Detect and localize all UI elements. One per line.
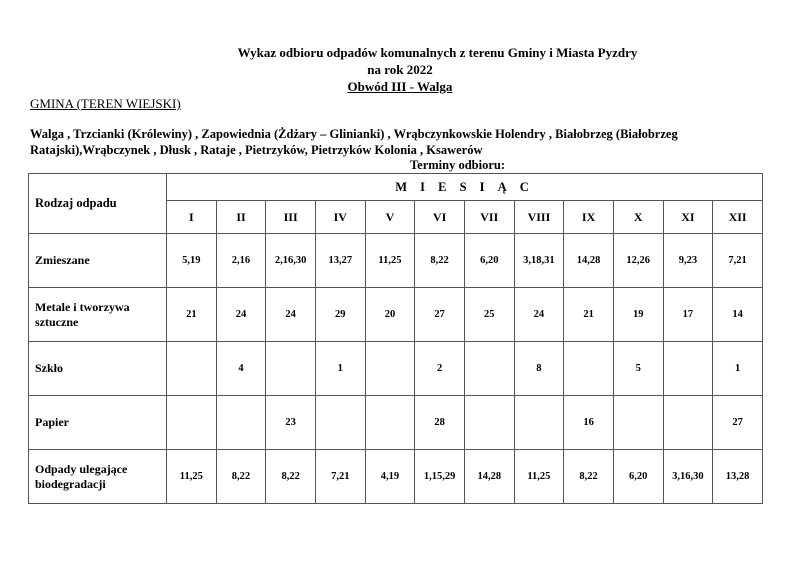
- month-cell: VII: [464, 201, 514, 234]
- pickup-dates-cell: [167, 342, 217, 396]
- table-row: [29, 450, 763, 504]
- table-row: [29, 342, 763, 396]
- pickup-dates-cell: 29: [315, 288, 365, 342]
- pickup-dates-cell: 14,28: [564, 234, 614, 288]
- month-cell: VIII: [514, 201, 564, 234]
- pickup-dates-cell: 5,19: [167, 234, 217, 288]
- pickup-dates-cell: 1,15,29: [415, 450, 465, 504]
- pickup-dates-cell: 3,18,31: [514, 234, 564, 288]
- month-cell: XII: [713, 201, 763, 234]
- pickup-dates-cell: 16: [564, 396, 614, 450]
- waste-type-label: Papier: [29, 396, 167, 450]
- table-row: [29, 396, 763, 450]
- pickup-dates-cell: 4: [216, 342, 266, 396]
- month-cell: I: [167, 201, 217, 234]
- pickup-dates-cell: 11,25: [365, 234, 415, 288]
- table-body: [29, 234, 763, 504]
- month-cell: III: [266, 201, 316, 234]
- pickup-dates-cell: [464, 396, 514, 450]
- month-cell: VI: [415, 201, 465, 234]
- district-title: Obwód III - Walga: [347, 79, 453, 94]
- pickup-dates-cell: 19: [613, 288, 663, 342]
- pickup-dates-cell: 2,16: [216, 234, 266, 288]
- pickup-dates-cell: 24: [216, 288, 266, 342]
- pickup-dates-cell: [514, 396, 564, 450]
- pickup-dates-cell: 7,21: [713, 234, 763, 288]
- month-cell: IX: [564, 201, 614, 234]
- pickup-dates-cell: 25: [464, 288, 514, 342]
- pickup-dates-cell: 21: [564, 288, 614, 342]
- pickup-dates-cell: 8,22: [415, 234, 465, 288]
- pickup-dates-cell: 24: [266, 288, 316, 342]
- pickup-dates-cell: 27: [415, 288, 465, 342]
- pickup-dates-cell: 1: [713, 342, 763, 396]
- pickup-dates-cell: 11,25: [167, 450, 217, 504]
- pickup-dates-cell: 9,23: [663, 234, 713, 288]
- month-cell: V: [365, 201, 415, 234]
- pickup-dates-cell: 7,21: [315, 450, 365, 504]
- pickup-dates-cell: 8: [514, 342, 564, 396]
- pickup-dates-cell: [216, 396, 266, 450]
- pickup-dates-cell: 27: [713, 396, 763, 450]
- waste-type-label: Szkło: [29, 342, 167, 396]
- villages-line-2: Ratajski),Wrąbczynek , Dłusk , Rataje , Pietrzyków, Pietrzyków Kolonia , Ksawerów: [30, 143, 483, 157]
- month-cell: II: [216, 201, 266, 234]
- pickup-dates-cell: 13,27: [315, 234, 365, 288]
- pickup-dates-cell: 6,20: [464, 234, 514, 288]
- pickup-dates-cell: 14,28: [464, 450, 514, 504]
- pickup-dates-cell: 11,25: [514, 450, 564, 504]
- table-row: [29, 234, 763, 288]
- document-title: Wykaz odbioru odpadów komunalnych z terenu Gminy i Miasta Pyzdry: [237, 45, 638, 60]
- collection-schedule-table: [28, 173, 763, 504]
- pickup-dates-cell: [365, 342, 415, 396]
- pickup-dates-cell: 28: [415, 396, 465, 450]
- pickup-dates-cell: 13,28: [713, 450, 763, 504]
- document-year: na rok 2022: [367, 62, 433, 77]
- pickup-dates-cell: 14: [713, 288, 763, 342]
- pickup-dates-cell: 12,26: [613, 234, 663, 288]
- terms-label: Terminy odbioru:: [409, 158, 506, 172]
- pickup-dates-cell: 1: [315, 342, 365, 396]
- month-header: M I E S I Ą C: [167, 174, 763, 201]
- month-cell: X: [613, 201, 663, 234]
- pickup-dates-cell: 24: [514, 288, 564, 342]
- villages-list: [30, 126, 750, 158]
- pickup-dates-cell: [464, 342, 514, 396]
- month-cell: XI: [663, 201, 713, 234]
- pickup-dates-cell: [365, 396, 415, 450]
- pickup-dates-cell: 8,22: [266, 450, 316, 504]
- pickup-dates-cell: 5: [613, 342, 663, 396]
- pickup-dates-cell: 2,16,30: [266, 234, 316, 288]
- pickup-dates-cell: [266, 342, 316, 396]
- month-cell: IV: [315, 201, 365, 234]
- pickup-dates-cell: 4,19: [365, 450, 415, 504]
- pickup-dates-cell: 17: [663, 288, 713, 342]
- pickup-dates-cell: 6,20: [613, 450, 663, 504]
- section-label: GMINA (TEREN WIEJSKI): [30, 96, 181, 111]
- waste-type-label: Zmieszane: [29, 234, 167, 288]
- pickup-dates-cell: 8,22: [216, 450, 266, 504]
- pickup-dates-cell: 23: [266, 396, 316, 450]
- waste-type-label: Metale i tworzywa sztuczne: [29, 288, 167, 342]
- pickup-dates-cell: [167, 396, 217, 450]
- pickup-dates-cell: 20: [365, 288, 415, 342]
- waste-type-label: Odpady ulegające biodegradacji: [29, 450, 167, 504]
- pickup-dates-cell: 2: [415, 342, 465, 396]
- pickup-dates-cell: 21: [167, 288, 217, 342]
- pickup-dates-cell: [613, 396, 663, 450]
- pickup-dates-cell: 8,22: [564, 450, 614, 504]
- table-row: [29, 288, 763, 342]
- pickup-dates-cell: [663, 342, 713, 396]
- pickup-dates-cell: [663, 396, 713, 450]
- pickup-dates-cell: 3,16,30: [663, 450, 713, 504]
- waste-type-header: Rodzaj odpadu: [29, 174, 167, 234]
- villages-line-1: Walga , Trzcianki (Królewiny) , Zapowiednia (Żdżary – Glinianki) , Wrąbczynkowskie Holendry , Białobrzeg (Białobrzeg: [30, 127, 678, 141]
- pickup-dates-cell: [564, 342, 614, 396]
- pickup-dates-cell: [315, 396, 365, 450]
